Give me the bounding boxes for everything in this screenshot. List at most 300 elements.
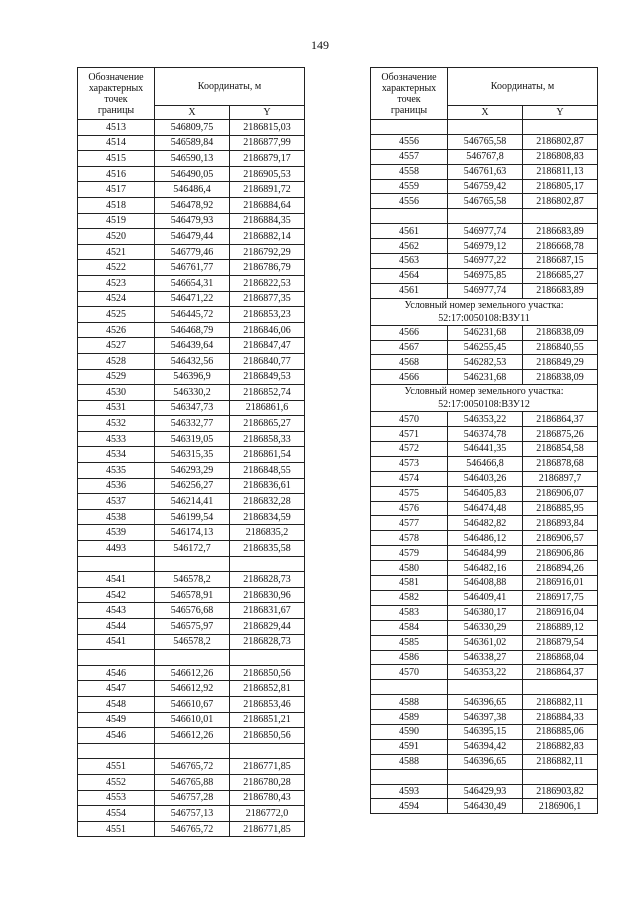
- point-id-cell: 4570: [371, 665, 448, 680]
- y-coordinate-cell: 2186893,84: [523, 516, 598, 531]
- point-id-cell: 4589: [371, 710, 448, 725]
- point-id-cell: 4584: [371, 620, 448, 635]
- point-id-cell: 4568: [371, 355, 448, 370]
- point-id-cell: 4572: [371, 442, 448, 457]
- x-coordinate-cell: 546486,12: [448, 531, 523, 546]
- y-coordinate-cell: 2186853,23: [230, 307, 305, 323]
- point-id-cell: 4591: [371, 739, 448, 754]
- x-coordinate-cell: 546408,88: [448, 576, 523, 591]
- point-id-cell: 4585: [371, 635, 448, 650]
- point-id-cell: 4518: [78, 197, 155, 213]
- x-coordinate-cell: 546654,31: [155, 275, 230, 291]
- x-coordinate-cell: 546396,9: [155, 369, 230, 385]
- x-coordinate-cell: 546761,77: [155, 260, 230, 276]
- table-row: [78, 556, 305, 572]
- y-coordinate-cell: 2186840,55: [523, 340, 598, 355]
- table-row: [78, 619, 305, 635]
- table-row: [371, 754, 598, 769]
- y-coordinate-cell: 2186884,33: [523, 710, 598, 725]
- point-id-cell: 4520: [78, 229, 155, 245]
- point-id-cell: 4535: [78, 463, 155, 479]
- point-id-cell: 4513: [78, 120, 155, 136]
- point-id-cell: 4531: [78, 400, 155, 416]
- y-coordinate-cell: [523, 209, 598, 224]
- y-coordinate-cell: 2186849,29: [523, 355, 598, 370]
- table-row: [78, 494, 305, 510]
- table-row: [78, 572, 305, 588]
- y-coordinate-cell: 2186805,17: [523, 179, 598, 194]
- x-coordinate-cell: 546330,29: [448, 620, 523, 635]
- x-coordinate-cell: 546479,93: [155, 213, 230, 229]
- point-id-cell: 4528: [78, 353, 155, 369]
- header-coordinates: Координаты, м: [448, 68, 598, 106]
- table-row: [371, 179, 598, 194]
- table-row: [371, 149, 598, 164]
- point-id-cell: 4556: [371, 194, 448, 209]
- x-coordinate-cell: 546439,64: [155, 338, 230, 354]
- x-coordinate-cell: 546975,85: [448, 268, 523, 283]
- point-id-cell: [78, 556, 155, 572]
- x-coordinate-cell: 546757,28: [155, 790, 230, 806]
- point-id-cell: 4556: [371, 134, 448, 149]
- table-row: [371, 442, 598, 457]
- x-coordinate-cell: 546779,46: [155, 244, 230, 260]
- table-row: [78, 541, 305, 557]
- x-coordinate-cell: 546374,78: [448, 427, 523, 442]
- x-coordinate-cell: 546445,72: [155, 307, 230, 323]
- point-id-cell: 4576: [371, 501, 448, 516]
- table-row: [78, 275, 305, 291]
- x-coordinate-cell: 546765,72: [155, 759, 230, 775]
- point-id-cell: 4541: [78, 572, 155, 588]
- point-id-cell: 4541: [78, 634, 155, 650]
- table-row: [78, 509, 305, 525]
- y-coordinate-cell: 2186877,35: [230, 291, 305, 307]
- y-coordinate-cell: 2186894,26: [523, 561, 598, 576]
- point-id-cell: 4526: [78, 322, 155, 338]
- point-id-cell: [371, 120, 448, 135]
- x-coordinate-cell: 546199,54: [155, 509, 230, 525]
- point-id-cell: 4549: [78, 712, 155, 728]
- y-coordinate-cell: 2186853,46: [230, 696, 305, 712]
- point-id-cell: 4590: [371, 724, 448, 739]
- point-id-cell: 4533: [78, 431, 155, 447]
- x-coordinate-cell: 546403,26: [448, 471, 523, 486]
- table-row: [371, 546, 598, 561]
- left-table-body: [78, 120, 305, 837]
- x-coordinate-cell: 546397,38: [448, 710, 523, 725]
- x-coordinate-cell: 546590,13: [155, 151, 230, 167]
- y-coordinate-cell: 2186808,83: [523, 149, 598, 164]
- x-coordinate-cell: 546759,42: [448, 179, 523, 194]
- point-id-cell: 4519: [78, 213, 155, 229]
- table-row: [371, 325, 598, 340]
- x-coordinate-cell: 546409,41: [448, 590, 523, 605]
- point-id-cell: 4563: [371, 254, 448, 269]
- table-row: [78, 369, 305, 385]
- table-row: [371, 710, 598, 725]
- point-id-cell: 4530: [78, 385, 155, 401]
- y-coordinate-cell: 2186840,77: [230, 353, 305, 369]
- table-row: [78, 416, 305, 432]
- y-coordinate-cell: 2186882,11: [523, 754, 598, 769]
- y-coordinate-cell: 2186847,47: [230, 338, 305, 354]
- point-id-cell: [371, 209, 448, 224]
- x-coordinate-cell: [155, 743, 230, 759]
- table-row: [78, 135, 305, 151]
- x-coordinate-cell: 546977,74: [448, 224, 523, 239]
- point-id-cell: 4552: [78, 774, 155, 790]
- point-id-cell: 4566: [371, 370, 448, 385]
- table-row: [371, 268, 598, 283]
- y-coordinate-cell: 2186687,15: [523, 254, 598, 269]
- y-coordinate-cell: 2186864,37: [523, 665, 598, 680]
- y-coordinate-cell: 2186917,75: [523, 590, 598, 605]
- y-coordinate-cell: 2186838,09: [523, 325, 598, 340]
- table-row: [78, 338, 305, 354]
- x-coordinate-cell: 546432,56: [155, 353, 230, 369]
- table-row: [78, 197, 305, 213]
- y-coordinate-cell: 2186668,78: [523, 239, 598, 254]
- y-coordinate-cell: 2186861,54: [230, 447, 305, 463]
- x-coordinate-cell: 546478,92: [155, 197, 230, 213]
- y-coordinate-cell: 2186771,85: [230, 759, 305, 775]
- y-coordinate-cell: 2186802,87: [523, 194, 598, 209]
- y-coordinate-cell: [230, 556, 305, 572]
- point-id-cell: 4524: [78, 291, 155, 307]
- x-coordinate-cell: 546256,27: [155, 478, 230, 494]
- point-id-cell: 4588: [371, 695, 448, 710]
- table-row: [78, 291, 305, 307]
- x-coordinate-cell: 546575,97: [155, 619, 230, 635]
- table-row: [371, 724, 598, 739]
- y-coordinate-cell: 2186780,43: [230, 790, 305, 806]
- table-row: [78, 120, 305, 136]
- table-row: [78, 665, 305, 681]
- x-coordinate-cell: [448, 120, 523, 135]
- point-id-cell: 4588: [371, 754, 448, 769]
- point-id-cell: [371, 680, 448, 695]
- x-coordinate-cell: 546979,12: [448, 239, 523, 254]
- y-coordinate-cell: 2186829,44: [230, 619, 305, 635]
- table-row: [371, 665, 598, 680]
- point-id-cell: 4559: [371, 179, 448, 194]
- table-row: [371, 695, 598, 710]
- x-coordinate-cell: 546490,05: [155, 166, 230, 182]
- y-coordinate-cell: 2186877,99: [230, 135, 305, 151]
- point-id-cell: 4546: [78, 665, 155, 681]
- y-coordinate-cell: 2186685,27: [523, 268, 598, 283]
- y-coordinate-cell: [523, 680, 598, 695]
- table-row: [371, 340, 598, 355]
- x-coordinate-cell: 546441,35: [448, 442, 523, 457]
- y-coordinate-cell: 2186858,33: [230, 431, 305, 447]
- table-row: [371, 209, 598, 224]
- table-row: [78, 244, 305, 260]
- x-coordinate-cell: 546429,93: [448, 784, 523, 799]
- x-coordinate-cell: 546214,41: [155, 494, 230, 510]
- point-id-cell: 4571: [371, 427, 448, 442]
- header-coordinates: Координаты, м: [155, 68, 305, 106]
- point-id-cell: 4578: [371, 531, 448, 546]
- x-coordinate-cell: [448, 680, 523, 695]
- point-id-cell: 4564: [371, 268, 448, 283]
- x-coordinate-cell: 546610,01: [155, 712, 230, 728]
- point-id-cell: 4579: [371, 546, 448, 561]
- table-row: [371, 370, 598, 385]
- point-id-cell: 4583: [371, 605, 448, 620]
- x-coordinate-cell: 546394,42: [448, 739, 523, 754]
- table-row: [78, 478, 305, 494]
- point-id-cell: 4539: [78, 525, 155, 541]
- point-id-cell: [78, 743, 155, 759]
- table-row: [371, 427, 598, 442]
- point-id-cell: 4544: [78, 619, 155, 635]
- table-row: [78, 447, 305, 463]
- point-id-cell: 4521: [78, 244, 155, 260]
- y-coordinate-cell: 2186780,28: [230, 774, 305, 790]
- y-coordinate-cell: 2186882,11: [523, 695, 598, 710]
- table-row: [371, 164, 598, 179]
- y-coordinate-cell: 2186815,03: [230, 120, 305, 136]
- point-id-cell: 4538: [78, 509, 155, 525]
- y-coordinate-cell: 2186903,82: [523, 784, 598, 799]
- x-coordinate-cell: 546319,05: [155, 431, 230, 447]
- x-coordinate-cell: 546353,22: [448, 665, 523, 680]
- point-id-cell: 4582: [371, 590, 448, 605]
- table-row: [78, 525, 305, 541]
- x-coordinate-cell: 546293,29: [155, 463, 230, 479]
- point-id-cell: 4554: [78, 806, 155, 822]
- point-id-cell: 4536: [78, 478, 155, 494]
- x-coordinate-cell: 546468,79: [155, 322, 230, 338]
- y-coordinate-cell: 2186852,74: [230, 385, 305, 401]
- point-id-cell: 4577: [371, 516, 448, 531]
- y-coordinate-cell: 2186835,58: [230, 541, 305, 557]
- y-coordinate-cell: 2186811,13: [523, 164, 598, 179]
- x-coordinate-cell: [448, 209, 523, 224]
- point-id-cell: 4574: [371, 471, 448, 486]
- table-row: [78, 696, 305, 712]
- point-id-cell: 4547: [78, 681, 155, 697]
- point-id-cell: 4529: [78, 369, 155, 385]
- table-row: [78, 681, 305, 697]
- table-row: [371, 620, 598, 635]
- y-coordinate-cell: 2186828,73: [230, 634, 305, 650]
- point-id-cell: 4542: [78, 587, 155, 603]
- point-id-cell: 4558: [371, 164, 448, 179]
- table-row: [78, 400, 305, 416]
- table-row: [78, 307, 305, 323]
- y-coordinate-cell: 2186828,73: [230, 572, 305, 588]
- x-coordinate-cell: 546578,2: [155, 634, 230, 650]
- table-row: [371, 561, 598, 576]
- y-coordinate-cell: 2186906,07: [523, 486, 598, 501]
- point-id-cell: 4561: [371, 224, 448, 239]
- y-coordinate-cell: 2186838,09: [523, 370, 598, 385]
- table-row: [78, 463, 305, 479]
- y-coordinate-cell: 2186868,04: [523, 650, 598, 665]
- table-row: [371, 739, 598, 754]
- y-coordinate-cell: 2186906,86: [523, 546, 598, 561]
- table-row: [371, 590, 598, 605]
- x-coordinate-cell: 546330,2: [155, 385, 230, 401]
- table-row: [371, 605, 598, 620]
- point-id-cell: 4523: [78, 275, 155, 291]
- y-coordinate-cell: 2186879,17: [230, 151, 305, 167]
- y-coordinate-cell: 2186772,0: [230, 806, 305, 822]
- y-coordinate-cell: 2186905,53: [230, 166, 305, 182]
- x-coordinate-cell: 546765,58: [448, 194, 523, 209]
- y-coordinate-cell: 2186875,26: [523, 427, 598, 442]
- point-id-cell: 4532: [78, 416, 155, 432]
- table-row: [78, 728, 305, 744]
- table-row: [371, 224, 598, 239]
- y-coordinate-cell: 2186882,14: [230, 229, 305, 245]
- point-id-cell: 4570: [371, 412, 448, 427]
- x-coordinate-cell: 546612,26: [155, 665, 230, 681]
- x-coordinate-cell: 546761,63: [448, 164, 523, 179]
- x-coordinate-cell: 546578,91: [155, 587, 230, 603]
- y-coordinate-cell: 2186850,56: [230, 728, 305, 744]
- point-id-cell: 4580: [371, 561, 448, 576]
- y-coordinate-cell: 2186865,27: [230, 416, 305, 432]
- point-id-cell: [371, 769, 448, 784]
- x-coordinate-cell: 546466,8: [448, 456, 523, 471]
- table-row: [78, 806, 305, 822]
- point-id-cell: 4581: [371, 576, 448, 591]
- y-coordinate-cell: 2186836,61: [230, 478, 305, 494]
- y-coordinate-cell: 2186861,6: [230, 400, 305, 416]
- section-row: [371, 298, 598, 325]
- y-coordinate-cell: 2186916,04: [523, 605, 598, 620]
- y-coordinate-cell: 2186848,55: [230, 463, 305, 479]
- table-row: [371, 799, 598, 814]
- x-coordinate-cell: 546576,68: [155, 603, 230, 619]
- y-coordinate-cell: 2186882,83: [523, 739, 598, 754]
- table-row: [371, 680, 598, 695]
- table-row: [371, 254, 598, 269]
- point-id-cell: 4534: [78, 447, 155, 463]
- x-coordinate-cell: 546380,17: [448, 605, 523, 620]
- x-coordinate-cell: 546282,53: [448, 355, 523, 370]
- point-id-cell: 4537: [78, 494, 155, 510]
- point-id-cell: 4522: [78, 260, 155, 276]
- table-row: [78, 650, 305, 666]
- y-coordinate-cell: 2186916,01: [523, 576, 598, 591]
- x-coordinate-cell: 546338,27: [448, 650, 523, 665]
- table-row: [371, 635, 598, 650]
- table-row: [371, 456, 598, 471]
- point-id-cell: 4514: [78, 135, 155, 151]
- y-coordinate-cell: 2186802,87: [523, 134, 598, 149]
- x-coordinate-cell: 546231,68: [448, 325, 523, 340]
- x-coordinate-cell: 546315,35: [155, 447, 230, 463]
- x-coordinate-cell: 546767,8: [448, 149, 523, 164]
- table-row: [371, 501, 598, 516]
- y-coordinate-cell: 2186851,21: [230, 712, 305, 728]
- point-id-cell: 4573: [371, 456, 448, 471]
- x-coordinate-cell: 546347,73: [155, 400, 230, 416]
- table-row: [371, 516, 598, 531]
- table-row: [78, 431, 305, 447]
- x-coordinate-cell: 546757,13: [155, 806, 230, 822]
- y-coordinate-cell: 2186864,37: [523, 412, 598, 427]
- x-coordinate-cell: 546610,67: [155, 696, 230, 712]
- y-coordinate-cell: 2186897,7: [523, 471, 598, 486]
- point-id-cell: 4546: [78, 728, 155, 744]
- x-coordinate-cell: 546353,22: [448, 412, 523, 427]
- section-title: Условный номер земельного участка: 52:17:0050108:ВЗУ12: [371, 385, 598, 412]
- table-row: [371, 134, 598, 149]
- x-coordinate-cell: 546231,68: [448, 370, 523, 385]
- table-row: [78, 322, 305, 338]
- x-coordinate-cell: 546486,4: [155, 182, 230, 198]
- x-coordinate-cell: 546479,44: [155, 229, 230, 245]
- table-row: [78, 774, 305, 790]
- x-coordinate-cell: 546977,74: [448, 283, 523, 298]
- table-row: [371, 576, 598, 591]
- header-designation: Обозначение характерных точек границы: [371, 68, 448, 120]
- x-coordinate-cell: 546474,48: [448, 501, 523, 516]
- point-id-cell: 4493: [78, 541, 155, 557]
- x-coordinate-cell: 546332,77: [155, 416, 230, 432]
- table-row: [371, 650, 598, 665]
- header-designation: Обозначение характерных точек границы: [78, 68, 155, 120]
- section-title: Условный номер земельного участка: 52:17:0050108:ВЗУ11: [371, 298, 598, 325]
- x-coordinate-cell: 546589,84: [155, 135, 230, 151]
- y-coordinate-cell: 2186889,12: [523, 620, 598, 635]
- point-id-cell: 4516: [78, 166, 155, 182]
- table-row: [78, 603, 305, 619]
- x-coordinate-cell: 546765,58: [448, 134, 523, 149]
- y-coordinate-cell: 2186906,57: [523, 531, 598, 546]
- point-id-cell: 4551: [78, 759, 155, 775]
- table-row: [78, 151, 305, 167]
- x-coordinate-cell: 546612,92: [155, 681, 230, 697]
- x-coordinate-cell: [155, 650, 230, 666]
- point-id-cell: 4566: [371, 325, 448, 340]
- x-coordinate-cell: 546405,83: [448, 486, 523, 501]
- x-coordinate-cell: 546174,13: [155, 525, 230, 541]
- y-coordinate-cell: 2186906,1: [523, 799, 598, 814]
- y-coordinate-cell: [230, 650, 305, 666]
- coordinates-table-left: [77, 67, 305, 837]
- point-id-cell: 4562: [371, 239, 448, 254]
- table-row: [78, 385, 305, 401]
- y-coordinate-cell: 2186834,59: [230, 509, 305, 525]
- table-row: [371, 531, 598, 546]
- x-coordinate-cell: 546765,88: [155, 774, 230, 790]
- table-row: [371, 194, 598, 209]
- point-id-cell: 4517: [78, 182, 155, 198]
- x-coordinate-cell: 546765,72: [155, 821, 230, 837]
- point-id-cell: 4527: [78, 338, 155, 354]
- x-coordinate-cell: 546396,65: [448, 754, 523, 769]
- y-coordinate-cell: 2186683,89: [523, 283, 598, 298]
- point-id-cell: [78, 650, 155, 666]
- y-coordinate-cell: 2186878,68: [523, 456, 598, 471]
- y-coordinate-cell: [523, 120, 598, 135]
- table-row: [371, 486, 598, 501]
- header-y: Y: [523, 106, 598, 120]
- y-coordinate-cell: 2186891,72: [230, 182, 305, 198]
- table-row: [371, 120, 598, 135]
- header-y: Y: [230, 106, 305, 120]
- table-row: [78, 821, 305, 837]
- table-row: [78, 213, 305, 229]
- x-coordinate-cell: 546255,45: [448, 340, 523, 355]
